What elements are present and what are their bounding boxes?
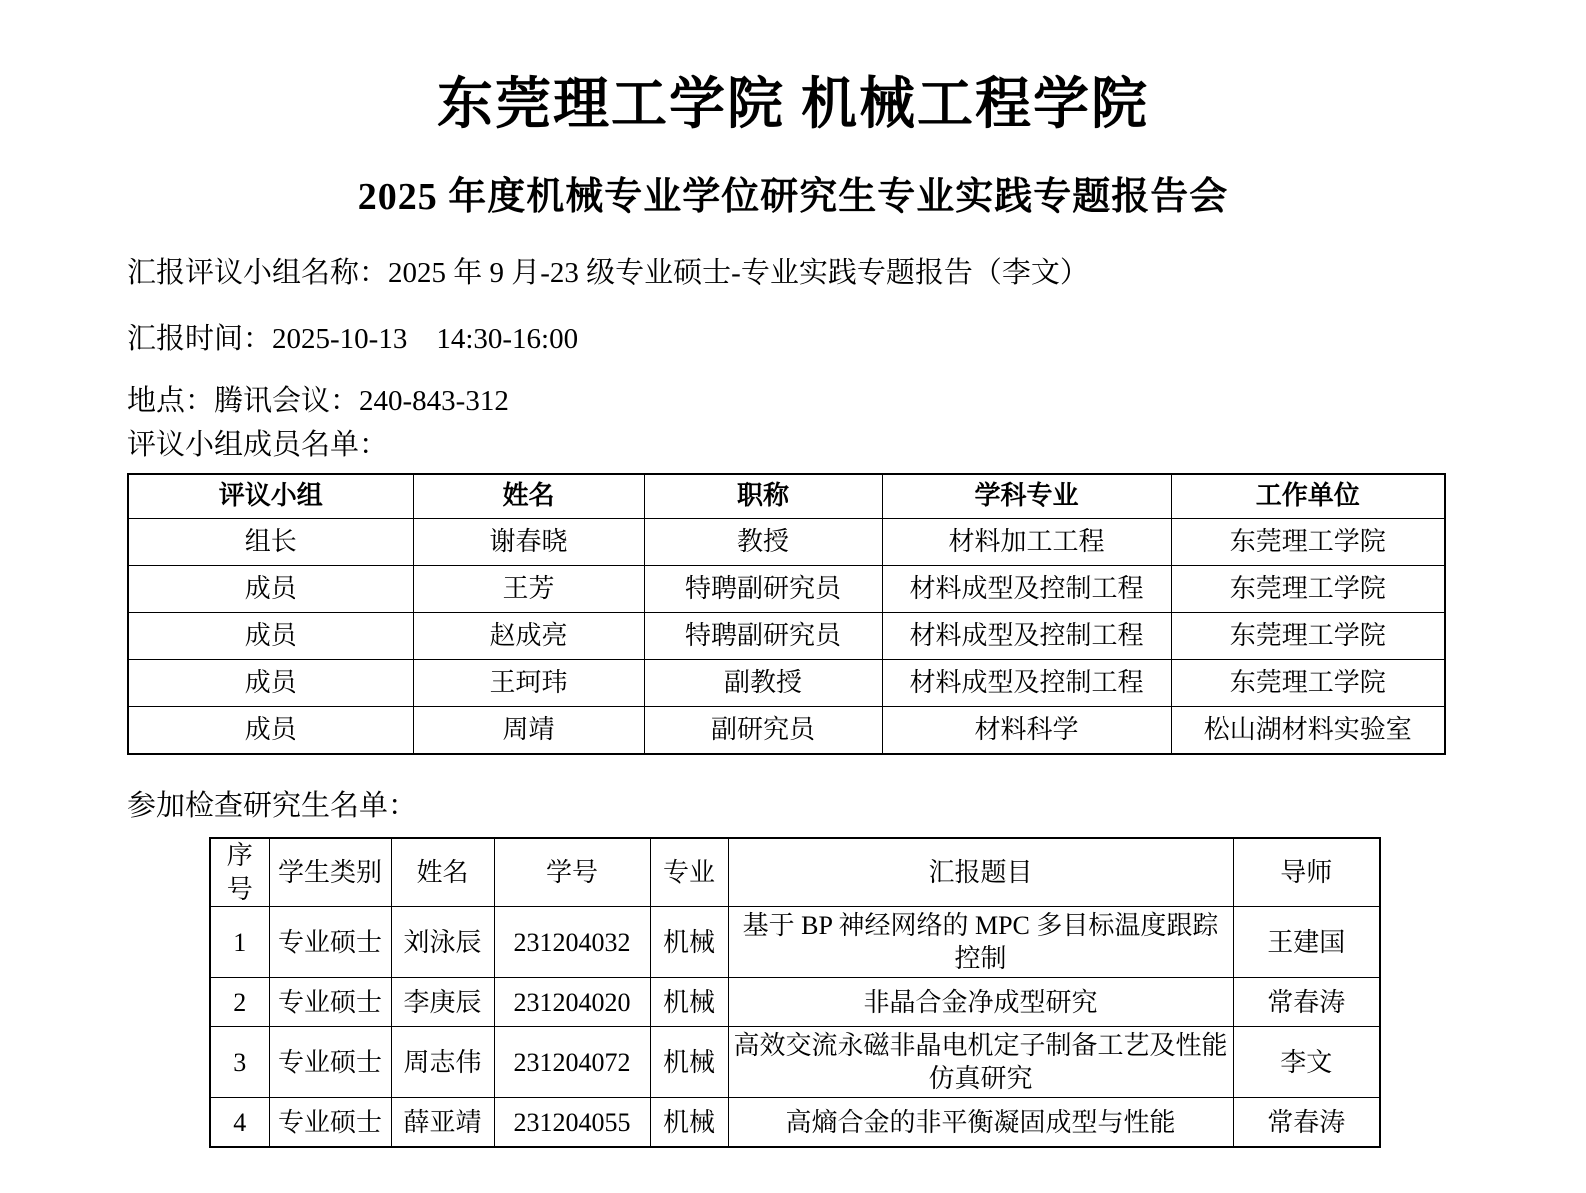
student-cell-category: 专业硕士 xyxy=(269,907,391,978)
committee-cell-name: 赵成亮 xyxy=(413,612,644,659)
student-cell-id: 231204020 xyxy=(494,978,650,1027)
location-line: 地点：腾讯会议：240-843-312 xyxy=(127,385,509,418)
page-subtitle: 2025 年度机械专业学位研究生专业实践专题报告会 xyxy=(357,176,1229,219)
students-header-index: 序号 xyxy=(210,838,269,907)
committee-header-workunit: 工作单位 xyxy=(1171,474,1445,519)
student-cell-category: 专业硕士 xyxy=(269,1098,391,1148)
students-header-name: 姓名 xyxy=(391,838,494,907)
committee-cell-role: 成员 xyxy=(128,565,413,612)
committee-cell-workunit: 东莞理工学院 xyxy=(1171,518,1445,565)
student-cell-major: 机械 xyxy=(650,978,728,1027)
student-cell-index: 3 xyxy=(210,1027,269,1098)
committee-cell-workunit: 东莞理工学院 xyxy=(1171,612,1445,659)
committee-row xyxy=(128,518,1445,565)
students-header-advisor: 导师 xyxy=(1233,838,1380,907)
committee-header-discipline: 学科专业 xyxy=(882,474,1171,519)
report-time-line: 汇报时间：2025-10-13 14:30-16:00 xyxy=(127,323,579,356)
committee-cell-workunit: 东莞理工学院 xyxy=(1171,659,1445,706)
committee-row xyxy=(128,565,1445,612)
page-title: 东莞理工学院 机械工程学院 xyxy=(437,74,1149,136)
student-cell-name: 李庚辰 xyxy=(391,978,494,1027)
committee-header-group: 评议小组 xyxy=(128,474,413,519)
committee-header-title: 职称 xyxy=(644,474,882,519)
committee-cell-title: 教授 xyxy=(644,518,882,565)
student-cell-topic: 非晶合金净成型研究 xyxy=(728,978,1233,1027)
student-cell-id: 231204032 xyxy=(494,907,650,978)
committee-cell-workunit: 松山湖材料实验室 xyxy=(1171,706,1445,754)
committee-cell-name: 王珂玮 xyxy=(413,659,644,706)
committee-cell-role: 成员 xyxy=(128,706,413,754)
committee-cell-discipline: 材料成型及控制工程 xyxy=(882,659,1171,706)
committee-cell-discipline: 材料科学 xyxy=(882,706,1171,754)
students-header-row xyxy=(210,838,1380,907)
student-cell-topic: 基于 BP 神经网络的 MPC 多目标温度跟踪控制 xyxy=(728,907,1233,978)
student-cell-id: 231204055 xyxy=(494,1098,650,1148)
student-cell-name: 周志伟 xyxy=(391,1027,494,1098)
students-header-id: 学号 xyxy=(494,838,650,907)
committee-cell-discipline: 材料成型及控制工程 xyxy=(882,612,1171,659)
student-cell-major: 机械 xyxy=(650,1027,728,1098)
student-row xyxy=(210,978,1380,1027)
student-cell-id: 231204072 xyxy=(494,1027,650,1098)
committee-cell-title: 特聘副研究员 xyxy=(644,612,882,659)
committee-cell-title: 特聘副研究员 xyxy=(644,565,882,612)
students-header-category: 学生类别 xyxy=(269,838,391,907)
student-cell-name: 刘泳辰 xyxy=(391,907,494,978)
committee-row xyxy=(128,612,1445,659)
committee-cell-name: 谢春晓 xyxy=(413,518,644,565)
committee-cell-role: 组长 xyxy=(128,518,413,565)
committee-list-label: 评议小组成员名单： xyxy=(127,428,389,461)
committee-cell-role: 成员 xyxy=(128,612,413,659)
committee-header-name: 姓名 xyxy=(413,474,644,519)
committee-cell-title: 副教授 xyxy=(644,659,882,706)
student-cell-advisor: 常春涛 xyxy=(1233,1098,1380,1148)
student-row xyxy=(210,907,1380,978)
group-name-line: 汇报评议小组名称：2025 年 9 月-23 级专业硕士-专业实践专题报告（李文） xyxy=(127,257,1089,290)
committee-cell-discipline: 材料成型及控制工程 xyxy=(882,565,1171,612)
student-cell-name: 薛亚靖 xyxy=(391,1098,494,1148)
student-row xyxy=(210,1027,1380,1098)
student-cell-category: 专业硕士 xyxy=(269,1027,391,1098)
committee-row xyxy=(128,706,1445,754)
students-header-topic: 汇报题目 xyxy=(728,838,1233,907)
student-cell-index: 1 xyxy=(210,907,269,978)
committee-row xyxy=(128,659,1445,706)
committee-cell-name: 周靖 xyxy=(413,706,644,754)
students-header-major: 专业 xyxy=(650,838,728,907)
students-table xyxy=(209,837,1381,1149)
student-row xyxy=(210,1098,1380,1148)
committee-cell-discipline: 材料加工工程 xyxy=(882,518,1171,565)
student-cell-category: 专业硕士 xyxy=(269,978,391,1027)
student-cell-topic: 高效交流永磁非晶电机定子制备工艺及性能仿真研究 xyxy=(728,1027,1233,1098)
student-cell-index: 4 xyxy=(210,1098,269,1148)
committee-cell-name: 王芳 xyxy=(413,565,644,612)
committee-cell-workunit: 东莞理工学院 xyxy=(1171,565,1445,612)
committee-cell-role: 成员 xyxy=(128,659,413,706)
committee-header-row xyxy=(128,474,1445,519)
students-list-label: 参加检查研究生名单： xyxy=(127,789,418,822)
document-body xyxy=(127,254,1447,1148)
committee-table xyxy=(127,473,1446,755)
student-cell-topic: 高熵合金的非平衡凝固成型与性能 xyxy=(728,1098,1233,1148)
student-cell-advisor: 常春涛 xyxy=(1233,978,1380,1027)
student-cell-major: 机械 xyxy=(650,907,728,978)
committee-cell-title: 副研究员 xyxy=(644,706,882,754)
student-cell-index: 2 xyxy=(210,978,269,1027)
student-cell-advisor: 李文 xyxy=(1233,1027,1380,1098)
student-cell-major: 机械 xyxy=(650,1098,728,1148)
student-cell-advisor: 王建国 xyxy=(1233,907,1380,978)
